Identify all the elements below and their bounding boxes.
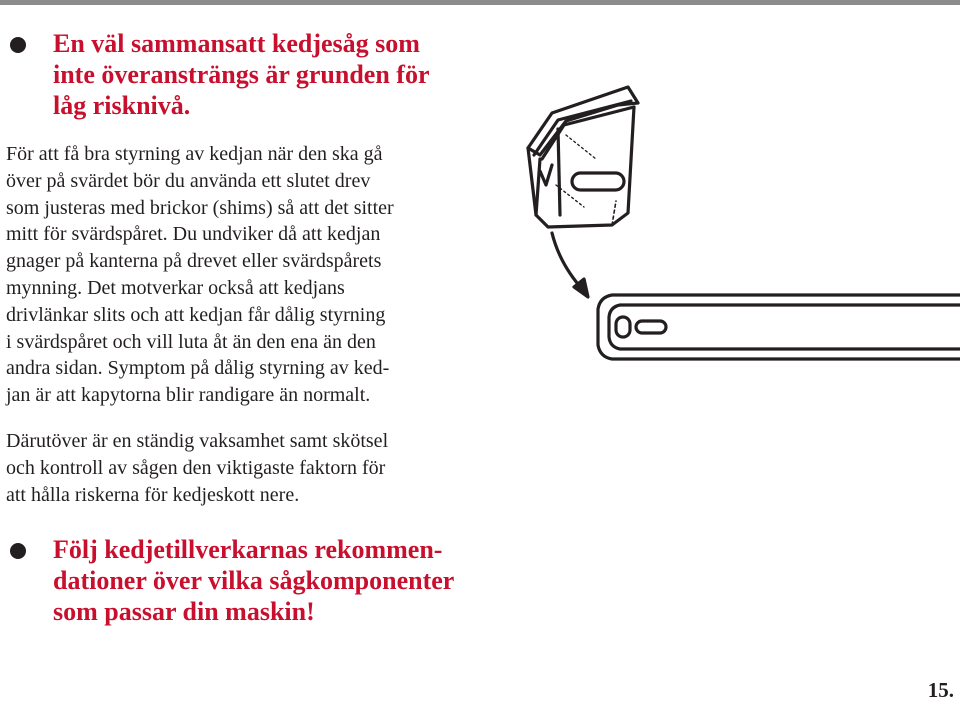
paragraph-line: i svärdspåret och vill luta åt än den ena än den [6,330,376,353]
guide-bar-icon [598,295,960,359]
paragraph-line: gnager på kanterna på drevet eller svärdspårets [6,250,382,273]
arrow-icon [552,233,588,297]
chain-link-icon [528,87,638,227]
heading-recommendation [53,534,473,627]
heading-line: som passar din maskin! [53,597,315,626]
heading-line: En väl sammansatt kedjesåg som [53,29,420,58]
paragraph-chain-guidance [6,141,476,409]
heading-safety [53,28,473,121]
chain-link-and-guide-bar-illustration [500,65,960,395]
paragraph-line: Därutöver är en ständig vaksamhet samt skötsel [6,430,389,452]
paragraph-line: över på svärdet bör du använda ett slutet drev [6,169,371,192]
paragraph-line: mitt för svärdspåret. Du undviker då att kedjan [6,223,381,246]
paragraph-line: jan är att kapytorna blir randigare än normalt. [6,384,371,407]
paragraph-line: andra sidan. Symptom på dålig styrning av ked- [6,357,390,380]
page-number: 15. [927,678,954,702]
heading-line: dationer över vilka sågkomponenter [53,566,455,595]
top-rule [0,0,960,5]
heading-line: låg risknivå. [53,91,191,120]
paragraph-vigilance [6,428,476,508]
paragraph-line: som justeras med brickor (shims) så att det sitter [6,196,394,219]
paragraph-line: För att få bra styrning av kedjan när den ska gå [6,143,383,165]
bullet-dot-1 [10,37,26,53]
paragraph-line: att hålla riskerna för kedjeskott nere. [6,483,300,506]
paragraph-line: och kontroll av sågen den viktigaste faktorn för [6,456,386,479]
heading-line: Följ kedjetillverkarnas rekommen- [53,535,443,564]
heading-line: inte överansträngs är grunden för [53,60,430,89]
paragraph-line: drivlänkar slits och att kedjan får dålig styrning [6,303,386,326]
bullet-dot-2 [10,543,26,559]
paragraph-line: mynning. Det motverkar också att kedjans [6,276,345,299]
